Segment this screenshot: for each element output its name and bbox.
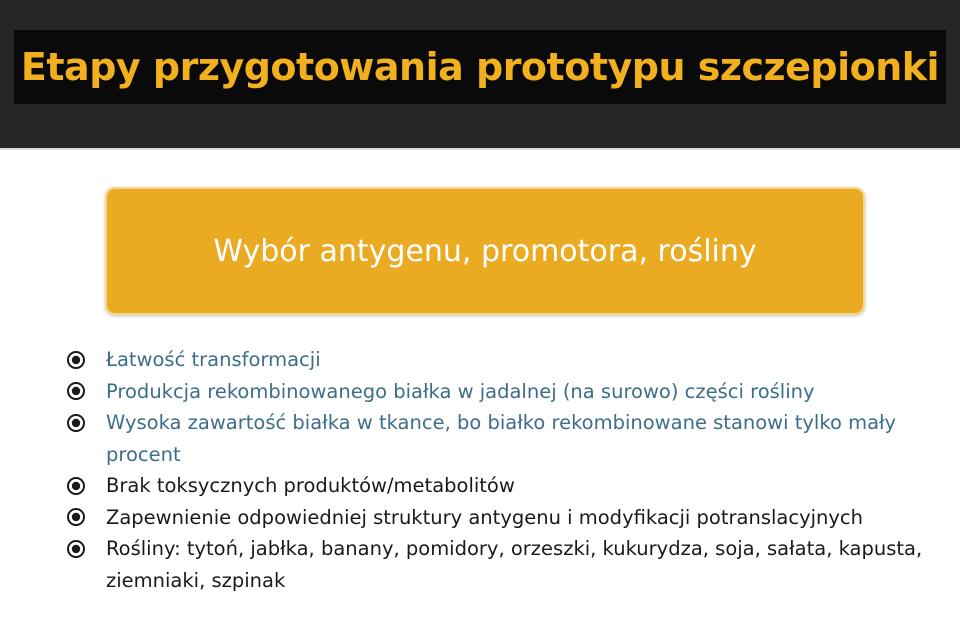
bullet-text: Łatwość transformacji xyxy=(106,348,321,371)
target-bullet-icon xyxy=(66,533,106,565)
bullet-list xyxy=(66,344,946,596)
target-bullet-icon xyxy=(66,344,106,376)
target-bullet-icon xyxy=(66,470,106,502)
bullet-text: Wysoka zawartość białka w tkance, bo białko rekombinowane stanowi tylko mały procent xyxy=(106,411,897,466)
title-band xyxy=(0,0,960,150)
bullet-item xyxy=(66,533,946,596)
slide-title: Etapy przygotowania prototypu szczepionki xyxy=(20,45,940,89)
highlight-box xyxy=(105,187,865,315)
target-bullet-icon xyxy=(66,502,106,534)
target-bullet-icon xyxy=(66,376,106,408)
bullet-item xyxy=(66,470,946,502)
bullet-text: Brak toksycznych produktów/metabolitów xyxy=(106,474,515,497)
bullet-item xyxy=(66,407,946,470)
target-bullet-icon xyxy=(66,407,106,439)
bullet-text: Zapewnienie odpowiedniej struktury antygenu i modyfikacji potranslacyjnych xyxy=(106,505,864,529)
bullet-text: Rośliny: tytoń, jabłka, banany, pomidory, orzeszki, kukurydza, soja, sałata, kapusta, ziemniaki, szpinak xyxy=(106,537,923,592)
bullet-text: Produkcja rekombinowanego białka w jadalnej (na surowo) części rośliny xyxy=(106,379,815,403)
title-bar xyxy=(14,30,946,104)
bullet-item xyxy=(66,502,946,534)
bullet-item xyxy=(66,376,946,408)
highlight-text: Wybór antygenu, promotora, rośliny xyxy=(213,233,757,269)
bullet-item xyxy=(66,344,946,376)
